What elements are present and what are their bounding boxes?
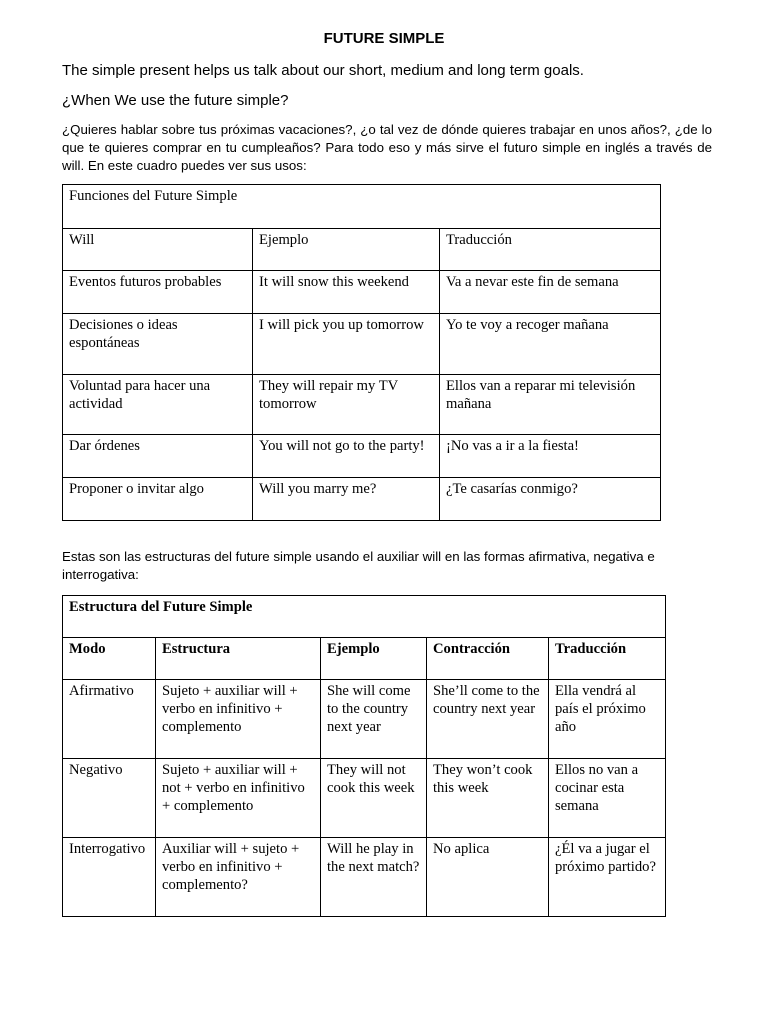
- table-caption-row: [63, 596, 666, 638]
- table-cell: Will you marry me?: [253, 478, 440, 521]
- table-row: [63, 759, 666, 838]
- table-cell: She’ll come to the country next year: [427, 680, 549, 759]
- table-caption: Funciones del Future Simple: [63, 185, 661, 229]
- table-cell: They won’t cook this week: [427, 759, 549, 838]
- table-header-row: [63, 638, 666, 680]
- table-cell: You will not go to the party!: [253, 435, 440, 478]
- table-cell: ¡No vas a ir a la fiesta!: [440, 435, 661, 478]
- table-cell: Ellos van a reparar mi televisión mañana: [440, 375, 661, 435]
- table-cell: ¿Él va a jugar el próximo partido?: [549, 838, 666, 917]
- table-cell: Negativo: [63, 759, 156, 838]
- table-cell: No aplica: [427, 838, 549, 917]
- intro-paragraph: ¿Quieres hablar sobre tus próximas vacaciones?, ¿o tal vez de dónde quieres trabajar en unos años?, ¿de lo que te quieres comprar en tu cumpleaños? Para todo eso y más sirve el futuro simple en inglés a través de will. En este cuadro puedes ver sus usos:: [62, 122, 712, 173]
- table-cell: Voluntad para hacer una actividad: [63, 375, 253, 435]
- intro-line-question: ¿When We use the future simple?: [62, 92, 289, 109]
- table-header-row: [63, 229, 661, 271]
- column-header-will: Will: [63, 229, 253, 271]
- column-header-traduccion: Traducción: [440, 229, 661, 271]
- table-cell: Interrogativo: [63, 838, 156, 917]
- column-header-ejemplo: Ejemplo: [321, 638, 427, 680]
- column-header-estructura: Estructura: [156, 638, 321, 680]
- table-cell: Eventos futuros probables: [63, 271, 253, 314]
- intro-line-goals: The simple present helps us talk about our short, medium and long term goals.: [62, 62, 584, 79]
- page-title: FUTURE SIMPLE: [323, 30, 445, 47]
- table-cell: Auxiliar will + sujeto + verbo en infinitivo + complemento?: [156, 838, 321, 917]
- column-header-contraccion: Contracción: [427, 638, 549, 680]
- table-cell: Afirmativo: [63, 680, 156, 759]
- table-cell: Will he play in the next match?: [321, 838, 427, 917]
- table-row: [63, 680, 666, 759]
- column-header-ejemplo: Ejemplo: [253, 229, 440, 271]
- column-header-traduccion: Traducción: [549, 638, 666, 680]
- table-cell: Proponer o invitar algo: [63, 478, 253, 521]
- functions-table: [62, 184, 661, 521]
- structures-paragraph: Estas son las estructuras del future simple usando el auxiliar will en las formas afirmativa, negativa e interrogativa:: [62, 549, 655, 582]
- table-cell: Dar órdenes: [63, 435, 253, 478]
- table-row: [63, 435, 661, 478]
- table-row: [63, 314, 661, 375]
- table-cell: Ellos no van a cocinar esta semana: [549, 759, 666, 838]
- table-row: [63, 838, 666, 917]
- table-row: [63, 271, 661, 314]
- table-cell: They will not cook this week: [321, 759, 427, 838]
- table-cell: Ella vendrá al país el próximo año: [549, 680, 666, 759]
- table-cell: I will pick you up tomorrow: [253, 314, 440, 375]
- structure-table: [62, 595, 666, 917]
- table-cell: Sujeto + auxiliar will + not + verbo en infinitivo + complemento: [156, 759, 321, 838]
- table-cell: ¿Te casarías conmigo?: [440, 478, 661, 521]
- table-row: [63, 375, 661, 435]
- column-header-modo: Modo: [63, 638, 156, 680]
- table-cell: Sujeto + auxiliar will + verbo en infinitivo + complemento: [156, 680, 321, 759]
- table-cell: She will come to the country next year: [321, 680, 427, 759]
- table-caption-row: [63, 185, 661, 229]
- table-row: [63, 478, 661, 521]
- table-cell: Decisiones o ideas espontáneas: [63, 314, 253, 375]
- table-cell: They will repair my TV tomorrow: [253, 375, 440, 435]
- table-caption: Estructura del Future Simple: [63, 596, 666, 638]
- table-cell: Yo te voy a recoger mañana: [440, 314, 661, 375]
- table-cell: It will snow this weekend: [253, 271, 440, 314]
- table-cell: Va a nevar este fin de semana: [440, 271, 661, 314]
